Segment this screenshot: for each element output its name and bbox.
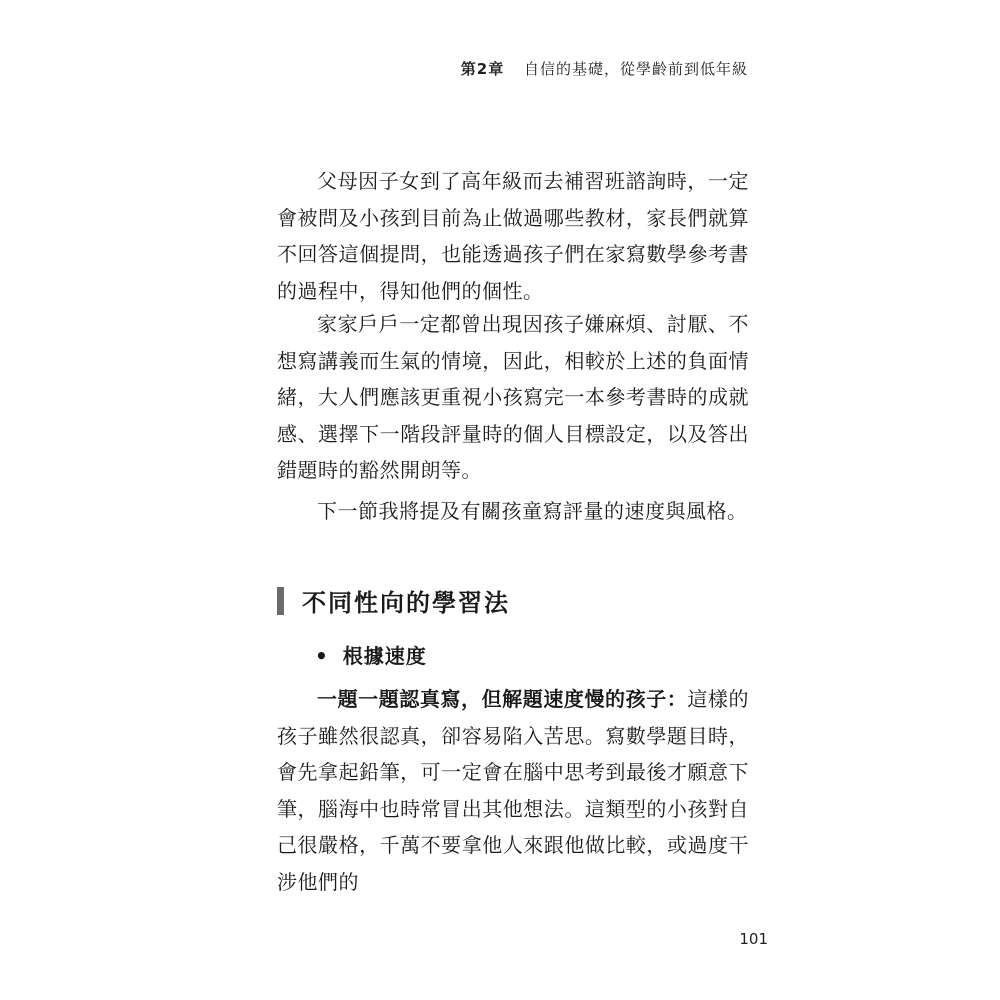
text-block-transition xyxy=(277,493,749,530)
paragraph-4 xyxy=(277,681,749,900)
running-header xyxy=(461,58,748,79)
subheading-text: 根據速度 xyxy=(342,644,427,668)
bullet-icon: • xyxy=(315,644,329,668)
paragraph-4-body: 這樣的孩子雖然很認真，卻容易陷入苦思。寫數學題目時，會先拿起鉛筆，可一定會在腦中思考到最後才願意下筆，腦海中也時常冒出其他想法。這類型的小孩對自己很嚴格，千萬不要拿他人來跟他做比較，或過度干涉他們的 xyxy=(277,687,750,894)
page-number: 101 xyxy=(739,930,768,948)
text-block-emotions xyxy=(277,306,749,489)
chapter-label: 第2章 xyxy=(460,60,505,78)
text-block-speed xyxy=(277,681,749,900)
text-block-intro xyxy=(277,163,749,309)
chapter-title: 自信的基礎，從學齡前到低年級 xyxy=(523,60,748,78)
section-heading xyxy=(277,583,510,618)
paragraph-3: 下一節我將提及有關孩童寫評量的速度與風格。 xyxy=(317,499,748,523)
subheading xyxy=(315,640,427,669)
paragraph-2: 家家戶戶一定都曾出現因孩子嫌麻煩、討厭、不想寫講義而生氣的情境，因此，相較於上述的負面情緒，大人們應該更重視小孩寫完一本參考書時的成就感、選擇下一階段評量時的個人目標設定，以及答出錯題時的豁然開朗等。 xyxy=(277,312,749,482)
section-marker-bar xyxy=(277,587,284,615)
paragraph-1: 父母因子女到了高年級而去補習班諮詢時，一定會被問及小孩到目前為止做過哪些教材，家長們就算不回答這個提問，也能透過孩子們在家寫數學參考書的過程中，得知他們的個性。 xyxy=(277,169,749,303)
section-title: 不同性向的學習法 xyxy=(302,589,510,617)
lead-bold-text: 一題一題認真寫，但解題速度慢的孩子： xyxy=(317,687,688,711)
